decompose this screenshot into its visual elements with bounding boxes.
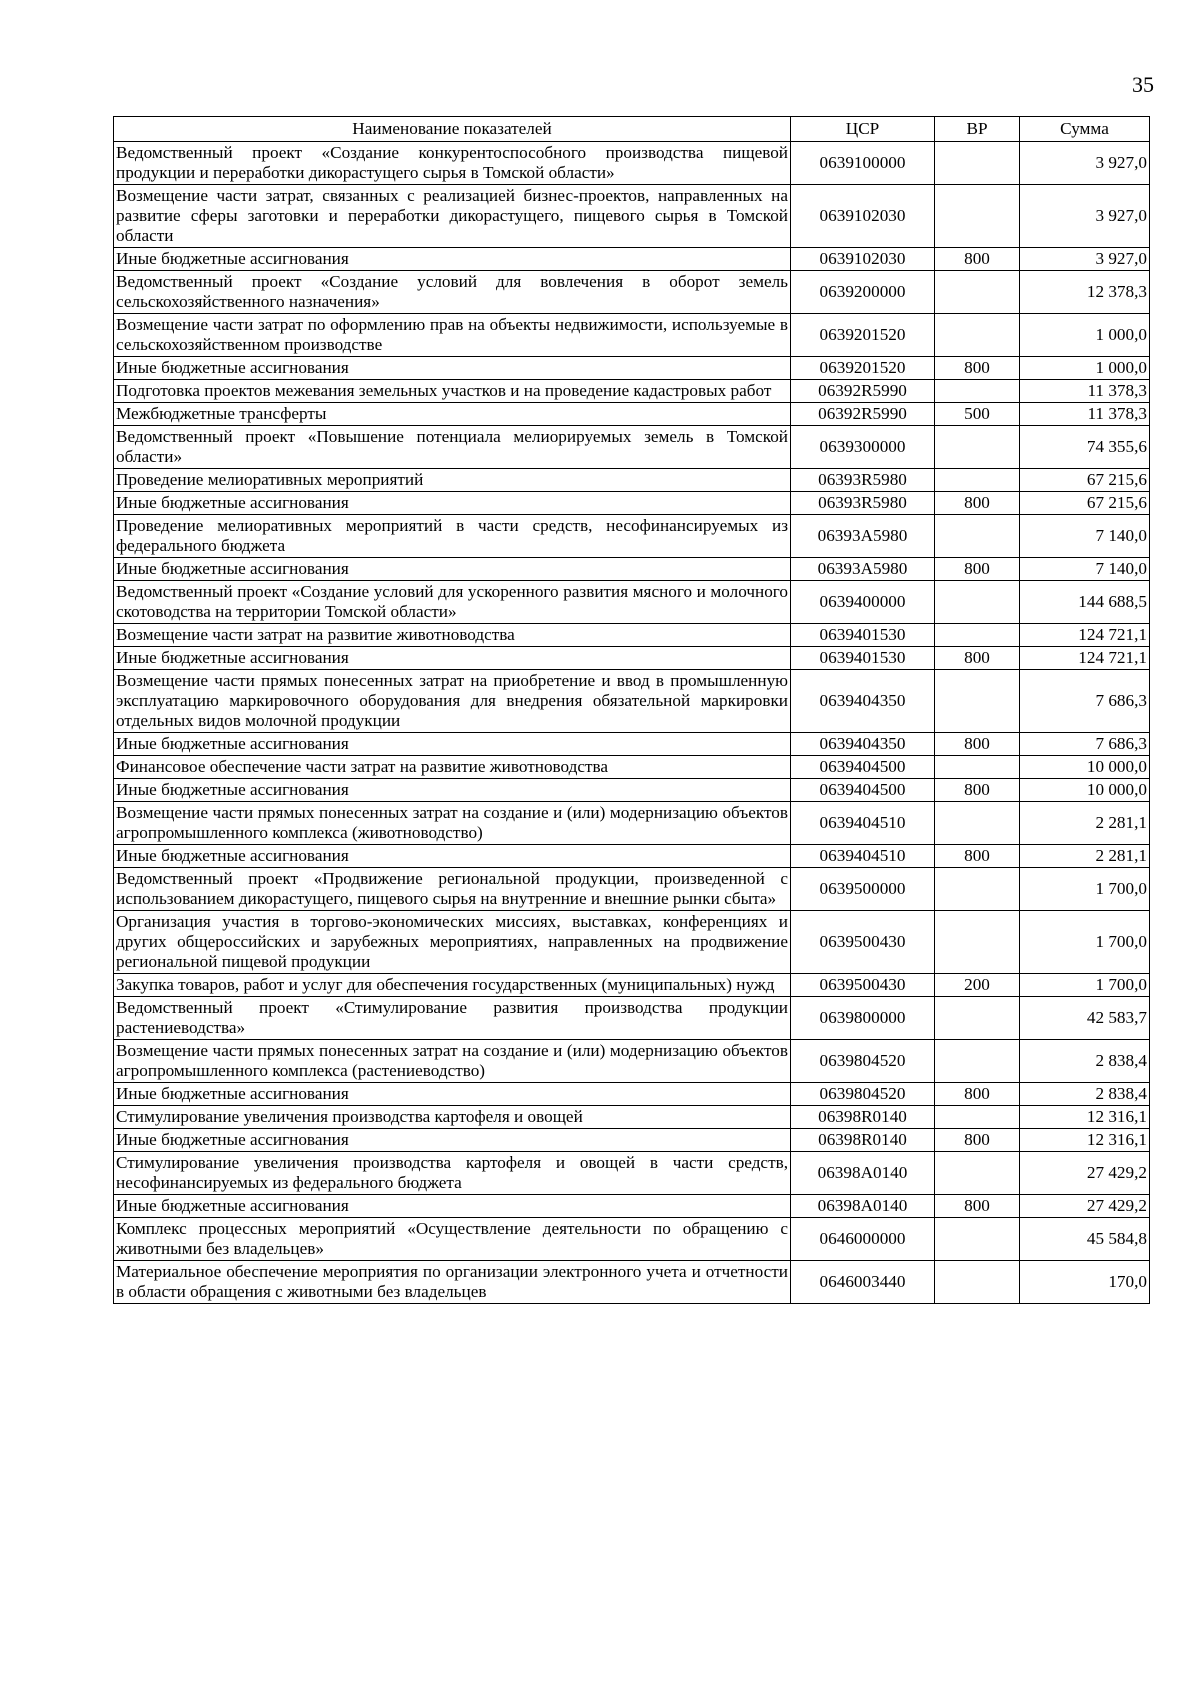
table-row [114,1129,1150,1152]
table-body [114,142,1150,1304]
cell-sum: 3 927,0 [1020,248,1150,271]
cell-sum: 124 721,1 [1020,624,1150,647]
cell-vr [935,1218,1020,1261]
table-row [114,845,1150,868]
table-row [114,647,1150,670]
cell-csr: 0639804520 [791,1040,935,1083]
cell-name: Иные бюджетные ассигнования [114,647,791,670]
cell-sum: 1 700,0 [1020,911,1150,974]
cell-vr: 800 [935,492,1020,515]
cell-csr: 0639100000 [791,142,935,185]
cell-name: Стимулирование увеличения производства картофеля и овощей [114,1106,791,1129]
table-row [114,515,1150,558]
cell-sum: 2 838,4 [1020,1083,1150,1106]
cell-sum: 144 688,5 [1020,581,1150,624]
cell-sum: 1 700,0 [1020,868,1150,911]
table-row [114,403,1150,426]
table-row [114,911,1150,974]
cell-sum: 74 355,6 [1020,426,1150,469]
table-row [114,1106,1150,1129]
cell-sum: 11 378,3 [1020,403,1150,426]
cell-csr: 0639404350 [791,670,935,733]
cell-vr [935,515,1020,558]
cell-csr: 06393A5980 [791,515,935,558]
cell-csr: 06398R0140 [791,1106,935,1129]
cell-name: Возмещение части затрат на развитие животноводства [114,624,791,647]
cell-sum: 11 378,3 [1020,380,1150,403]
cell-sum: 124 721,1 [1020,647,1150,670]
table-row [114,868,1150,911]
table-row [114,492,1150,515]
table-row [114,670,1150,733]
cell-csr: 0639102030 [791,248,935,271]
cell-sum: 1 000,0 [1020,357,1150,380]
cell-name: Ведомственный проект «Стимулирование развития производства продукции растениеводства» [114,997,791,1040]
cell-csr: 06393R5980 [791,469,935,492]
table-row [114,558,1150,581]
cell-csr: 0639201520 [791,314,935,357]
cell-name: Возмещение части прямых понесенных затрат на приобретение и ввод в промышленную эксплуатацию маркировочного оборудования для внедрения обязательной маркировки отдельных видов молочной продукции [114,670,791,733]
table-row [114,1152,1150,1195]
cell-sum: 7 140,0 [1020,558,1150,581]
cell-sum: 2 838,4 [1020,1040,1150,1083]
cell-name: Иные бюджетные ассигнования [114,1195,791,1218]
cell-vr [935,142,1020,185]
cell-csr: 0639200000 [791,271,935,314]
cell-vr: 800 [935,647,1020,670]
cell-csr: 0639500000 [791,868,935,911]
cell-csr: 06393R5980 [791,492,935,515]
cell-vr: 800 [935,845,1020,868]
cell-sum: 10 000,0 [1020,756,1150,779]
cell-vr: 800 [935,558,1020,581]
cell-vr: 800 [935,779,1020,802]
cell-name: Комплекс процессных мероприятий «Осуществление деятельности по обращению с животными без владельцев» [114,1218,791,1261]
table-row [114,357,1150,380]
cell-sum: 7 686,3 [1020,733,1150,756]
cell-vr [935,185,1020,248]
cell-name: Проведение мелиоративных мероприятий в части средств, несофинансируемых из федерального бюджета [114,515,791,558]
table-row [114,974,1150,997]
cell-sum: 12 378,3 [1020,271,1150,314]
cell-vr [935,997,1020,1040]
cell-vr: 800 [935,248,1020,271]
cell-csr: 0639500430 [791,911,935,974]
table-row [114,1083,1150,1106]
cell-sum: 67 215,6 [1020,492,1150,515]
cell-csr: 06392R5990 [791,403,935,426]
page-number: 35 [1132,72,1154,97]
cell-csr: 0646003440 [791,1261,935,1304]
cell-vr [935,802,1020,845]
cell-sum: 1 700,0 [1020,974,1150,997]
cell-sum: 2 281,1 [1020,802,1150,845]
cell-vr: 800 [935,733,1020,756]
table-row [114,1040,1150,1083]
cell-csr: 0639404500 [791,779,935,802]
cell-vr [935,581,1020,624]
cell-sum: 1 000,0 [1020,314,1150,357]
cell-name: Межбюджетные трансферты [114,403,791,426]
table-row [114,1195,1150,1218]
table-row [114,1218,1150,1261]
cell-csr: 0639404500 [791,756,935,779]
cell-name: Иные бюджетные ассигнования [114,1129,791,1152]
cell-sum: 3 927,0 [1020,142,1150,185]
cell-sum: 170,0 [1020,1261,1150,1304]
cell-vr [935,624,1020,647]
cell-csr: 06393A5980 [791,558,935,581]
cell-name: Организация участия в торгово-экономических миссиях, выставках, конференциях и других общероссийских и зарубежных мероприятиях, направленных на продвижение региональной пищевой продукции [114,911,791,974]
cell-vr: 500 [935,403,1020,426]
table-row [114,802,1150,845]
cell-sum: 12 316,1 [1020,1129,1150,1152]
table-header-row [114,117,1150,142]
table-row [114,271,1150,314]
cell-vr [935,314,1020,357]
cell-csr: 0639102030 [791,185,935,248]
cell-name: Проведение мелиоративных мероприятий [114,469,791,492]
header-vr: ВР [935,117,1020,142]
cell-csr: 0639404350 [791,733,935,756]
table-row [114,1261,1150,1304]
cell-csr: 06392R5990 [791,380,935,403]
cell-vr [935,426,1020,469]
cell-sum: 27 429,2 [1020,1195,1150,1218]
cell-csr: 0646000000 [791,1218,935,1261]
cell-name: Иные бюджетные ассигнования [114,733,791,756]
cell-name: Ведомственный проект «Продвижение региональной продукции, произведенной с использованием дикорастущего, пищевого сырья на внутренние и внешние рынки сбыта» [114,868,791,911]
cell-name: Возмещение части прямых понесенных затрат на создание и (или) модернизацию объектов агропромышленного комплекса (животноводство) [114,802,791,845]
cell-sum: 45 584,8 [1020,1218,1150,1261]
cell-name: Ведомственный проект «Создание условий для вовлечения в оборот земель сельскохозяйственного назначения» [114,271,791,314]
cell-sum: 27 429,2 [1020,1152,1150,1195]
cell-name: Иные бюджетные ассигнования [114,1083,791,1106]
header-name: Наименование показателей [114,117,791,142]
cell-csr: 0639400000 [791,581,935,624]
cell-vr: 800 [935,1083,1020,1106]
cell-name: Иные бюджетные ассигнования [114,779,791,802]
table-row [114,380,1150,403]
cell-sum: 42 583,7 [1020,997,1150,1040]
cell-csr: 0639401530 [791,647,935,670]
cell-sum: 7 686,3 [1020,670,1150,733]
cell-csr: 0639804520 [791,1083,935,1106]
cell-name: Возмещение части прямых понесенных затрат на создание и (или) модернизацию объектов агропромышленного комплекса (растениеводство) [114,1040,791,1083]
table-row [114,142,1150,185]
table-row [114,248,1150,271]
cell-sum: 7 140,0 [1020,515,1150,558]
cell-csr: 0639800000 [791,997,935,1040]
cell-name: Иные бюджетные ассигнования [114,492,791,515]
cell-csr: 06398R0140 [791,1129,935,1152]
cell-name: Иные бюджетные ассигнования [114,357,791,380]
cell-vr: 800 [935,1129,1020,1152]
cell-vr: 200 [935,974,1020,997]
table-row [114,426,1150,469]
cell-name: Материальное обеспечение мероприятия по организации электронного учета и отчетности в области обращения с животными без владельцев [114,1261,791,1304]
cell-vr [935,868,1020,911]
table-row [114,756,1150,779]
cell-sum: 12 316,1 [1020,1106,1150,1129]
cell-vr [935,670,1020,733]
cell-vr: 800 [935,357,1020,380]
cell-name: Подготовка проектов межевания земельных участков и на проведение кадастровых работ [114,380,791,403]
table-row [114,733,1150,756]
cell-sum: 67 215,6 [1020,469,1150,492]
cell-vr [935,756,1020,779]
cell-name: Стимулирование увеличения производства картофеля и овощей в части средств, несофинансируемых из федерального бюджета [114,1152,791,1195]
cell-vr: 800 [935,1195,1020,1218]
cell-sum: 10 000,0 [1020,779,1150,802]
cell-vr [935,1261,1020,1304]
cell-name: Ведомственный проект «Повышение потенциала мелиорируемых земель в Томской области» [114,426,791,469]
cell-sum: 2 281,1 [1020,845,1150,868]
cell-name: Финансовое обеспечение части затрат на развитие животноводства [114,756,791,779]
header-csr: ЦСР [791,117,935,142]
cell-name: Иные бюджетные ассигнования [114,845,791,868]
table-row [114,185,1150,248]
cell-csr: 0639404510 [791,845,935,868]
cell-csr: 0639404510 [791,802,935,845]
table-row [114,997,1150,1040]
cell-vr [935,469,1020,492]
cell-name: Иные бюджетные ассигнования [114,248,791,271]
cell-csr: 0639201520 [791,357,935,380]
cell-name: Ведомственный проект «Создание конкурентоспособного производства пищевой продукции и переработки дикорастущего сырья в Томской области» [114,142,791,185]
cell-name: Иные бюджетные ассигнования [114,558,791,581]
table-row [114,779,1150,802]
table-row [114,469,1150,492]
cell-vr [935,1152,1020,1195]
cell-csr: 06398A0140 [791,1195,935,1218]
table-row [114,624,1150,647]
cell-name: Возмещение части затрат, связанных с реализацией бизнес-проектов, направленных на развитие сферы заготовки и переработки дикорастущего, пищевого сырья в Томской области [114,185,791,248]
cell-csr: 06398A0140 [791,1152,935,1195]
cell-vr [935,271,1020,314]
cell-vr [935,911,1020,974]
cell-vr [935,1040,1020,1083]
cell-csr: 0639401530 [791,624,935,647]
cell-vr [935,380,1020,403]
table-row [114,314,1150,357]
table-row [114,581,1150,624]
cell-name: Закупка товаров, работ и услуг для обеспечения государственных (муниципальных) нужд [114,974,791,997]
cell-csr: 0639300000 [791,426,935,469]
cell-csr: 0639500430 [791,974,935,997]
cell-sum: 3 927,0 [1020,185,1150,248]
cell-vr [935,1106,1020,1129]
header-sum: Сумма [1020,117,1150,142]
budget-table [113,116,1150,1304]
cell-name: Ведомственный проект «Создание условий для ускоренного развития мясного и молочного скотоводства на территории Томской области» [114,581,791,624]
cell-name: Возмещение части затрат по оформлению прав на объекты недвижимости, используемые в сельскохозяйственном производстве [114,314,791,357]
